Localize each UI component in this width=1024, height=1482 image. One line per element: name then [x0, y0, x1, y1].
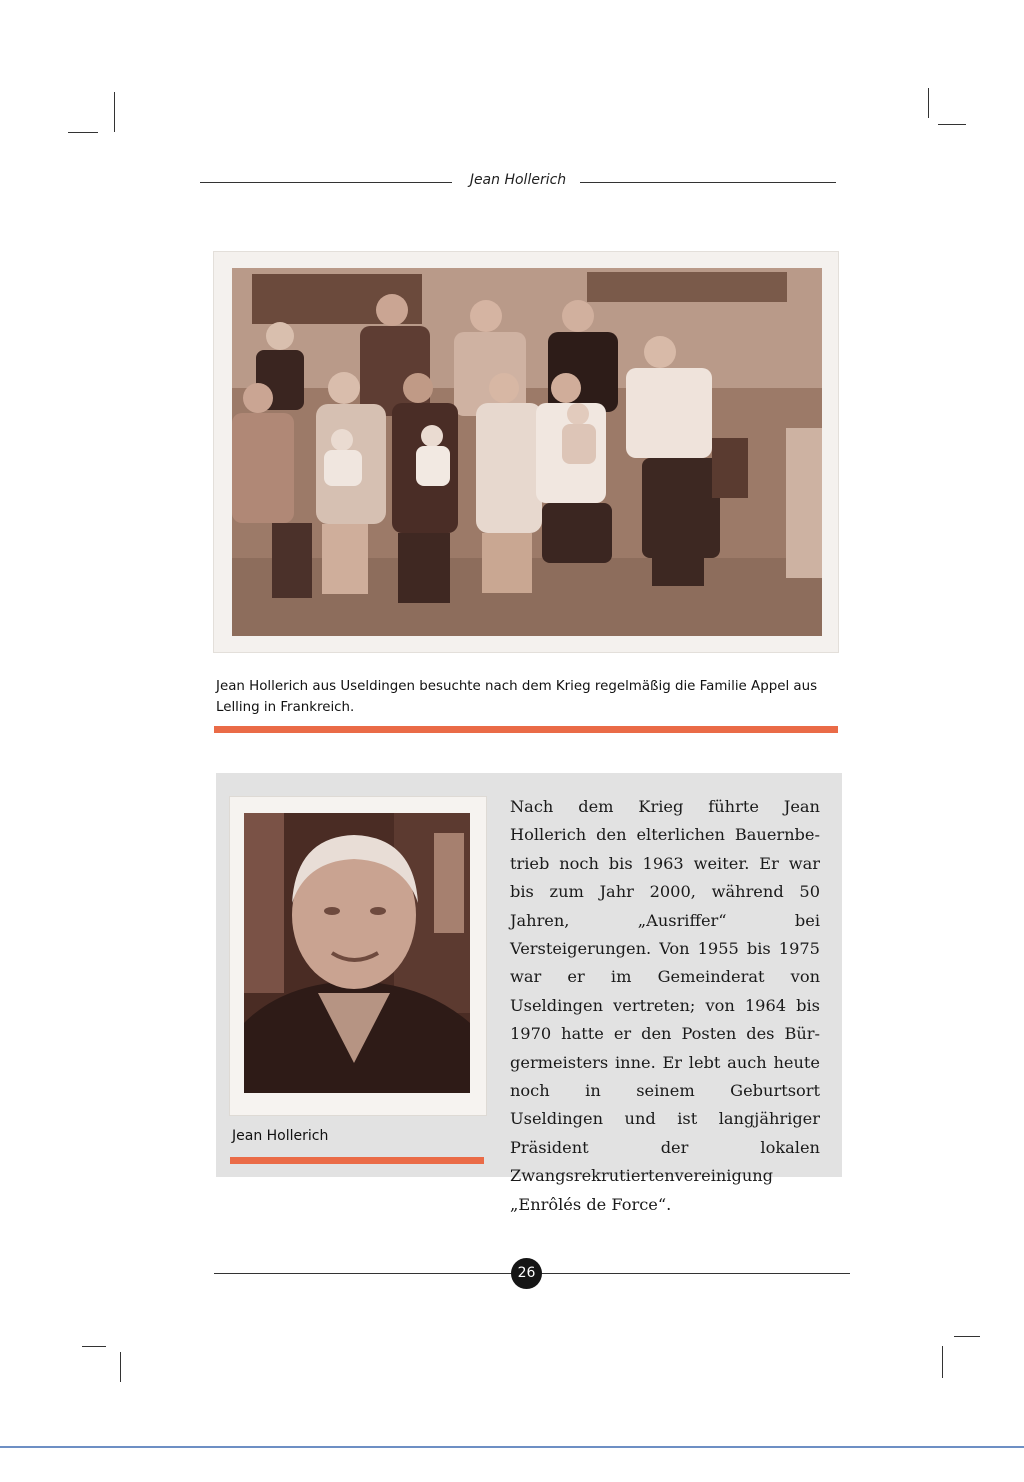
- page-number: 26: [511, 1258, 542, 1289]
- portrait-photo: [230, 797, 486, 1115]
- family-photo-image: [232, 268, 822, 636]
- crop-mark: [954, 1336, 980, 1337]
- crop-mark: [938, 124, 966, 125]
- accent-bar: [214, 726, 838, 733]
- scan-edge-line: [0, 1446, 1024, 1448]
- body-paragraph: Nach dem Krieg führte Jean Hollerich den elterlichen Bauernbetrieb noch bis 1963 weiter. Er war bis zum Jahr 2000, während 50 Jahren, „Ausriffer“ bei Versteigerungen. Von 1955 bis 1975 war er im Gemeinderat von Useldingen vertreten; von 1964 bis 1970 hatte er den Posten des Bürgermeisters inne. Er lebt auch heute noch in seinem Geburtsort Useldingen und ist langjähriger Präsident der lokalen Zwangsrekrutiertenvereinigung „Enrôlés de Force“.: [510, 797, 820, 1214]
- header-title: Jean Hollerich: [469, 172, 567, 188]
- crop-mark: [928, 88, 929, 118]
- crop-mark: [942, 1346, 943, 1378]
- page-footer: [214, 1258, 850, 1288]
- family-photo: [214, 252, 838, 652]
- crop-mark: [82, 1346, 106, 1347]
- header-rule-left: [200, 182, 452, 183]
- portrait-photo-image: [244, 813, 470, 1093]
- crop-mark: [68, 132, 98, 133]
- crop-mark: [120, 1352, 121, 1382]
- portrait-caption: Jean Hollerich: [232, 1128, 329, 1144]
- family-photo-caption: Jean Hollerich aus Useldingen besuchte nach dem Krieg regelmäßig die Familie Appel aus Lelling in Frankreich.: [216, 679, 818, 715]
- header-rule-right: [580, 182, 836, 183]
- accent-bar-small: [230, 1157, 484, 1164]
- crop-mark: [114, 92, 115, 132]
- running-header: [200, 168, 836, 198]
